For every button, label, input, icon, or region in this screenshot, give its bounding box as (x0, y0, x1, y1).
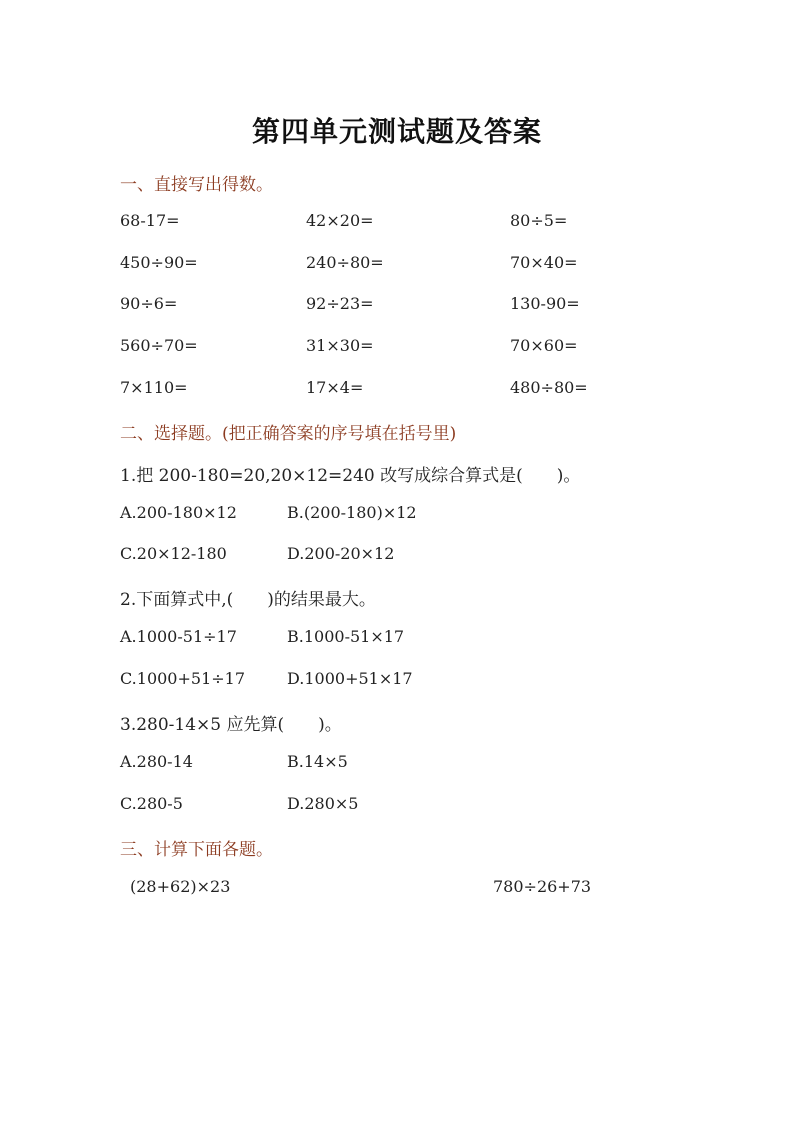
oral-calc-item: 450÷90= (120, 253, 198, 272)
option-c: C.280-5 (120, 794, 183, 813)
oral-calc-item: 17×4= (306, 378, 364, 397)
question-2-text: 2.下面算式中,( )的结果最大。 (120, 590, 376, 610)
calc-item: 780÷26+73 (493, 877, 592, 896)
oral-calc-item: 240÷80= (306, 253, 384, 272)
section-3-heading: 三、计算下面各题。 (120, 840, 273, 860)
option-d: D.200-20×12 (287, 544, 395, 563)
oral-calc-item: 7×110= (120, 378, 188, 397)
question-1-options-row (120, 503, 720, 527)
oral-calc-item: 92÷23= (306, 294, 374, 313)
oral-calc-item: 70×60= (510, 336, 578, 355)
question-1-text: 1.把 200-180=20,20×12=240 改写成综合算式是( )。 (120, 466, 581, 486)
page-title: 第四单元测试题及答案 (251, 115, 542, 148)
oral-calc-item: 80÷5= (510, 211, 568, 230)
question-2-options-row (120, 627, 720, 651)
oral-calc-row (120, 253, 720, 277)
option-c: C.20×12-180 (120, 544, 227, 563)
oral-calc-item: 31×30= (306, 336, 374, 355)
option-b: B.1000-51×17 (287, 627, 405, 646)
question-2-options-row (120, 669, 720, 693)
oral-calc-row (120, 378, 720, 402)
option-a: A.280-14 (120, 752, 193, 771)
question-1-options-row (120, 544, 720, 568)
oral-calc-row (120, 336, 720, 360)
question-3-options-row (120, 752, 720, 776)
oral-calc-row (120, 211, 720, 235)
calc-items-row (120, 877, 720, 901)
option-a: A.200-180×12 (120, 503, 237, 522)
option-b: B.(200-180)×12 (287, 503, 417, 522)
section-1-heading: 一、直接写出得数。 (120, 175, 273, 195)
option-c: C.1000+51÷17 (120, 669, 246, 688)
option-d: D.1000+51×17 (287, 669, 413, 688)
oral-calc-item: 560÷70= (120, 336, 198, 355)
oral-calc-row (120, 294, 720, 318)
question-3-text: 3.280-14×5 应先算( )。 (120, 715, 342, 735)
calc-item: (28+62)×23 (130, 877, 231, 896)
oral-calc-item: 68-17= (120, 211, 180, 230)
question-3-options-row (120, 794, 720, 818)
oral-calc-item: 480÷80= (510, 378, 588, 397)
oral-calc-item: 90÷6= (120, 294, 178, 313)
oral-calc-item: 70×40= (510, 253, 578, 272)
option-b: B.14×5 (287, 752, 348, 771)
oral-calc-item: 42×20= (306, 211, 374, 230)
option-d: D.280×5 (287, 794, 359, 813)
oral-calc-item: 130-90= (510, 294, 580, 313)
option-a: A.1000-51÷17 (120, 627, 237, 646)
section-2-heading: 二、选择题。(把正确答案的序号填在括号里) (120, 424, 457, 444)
